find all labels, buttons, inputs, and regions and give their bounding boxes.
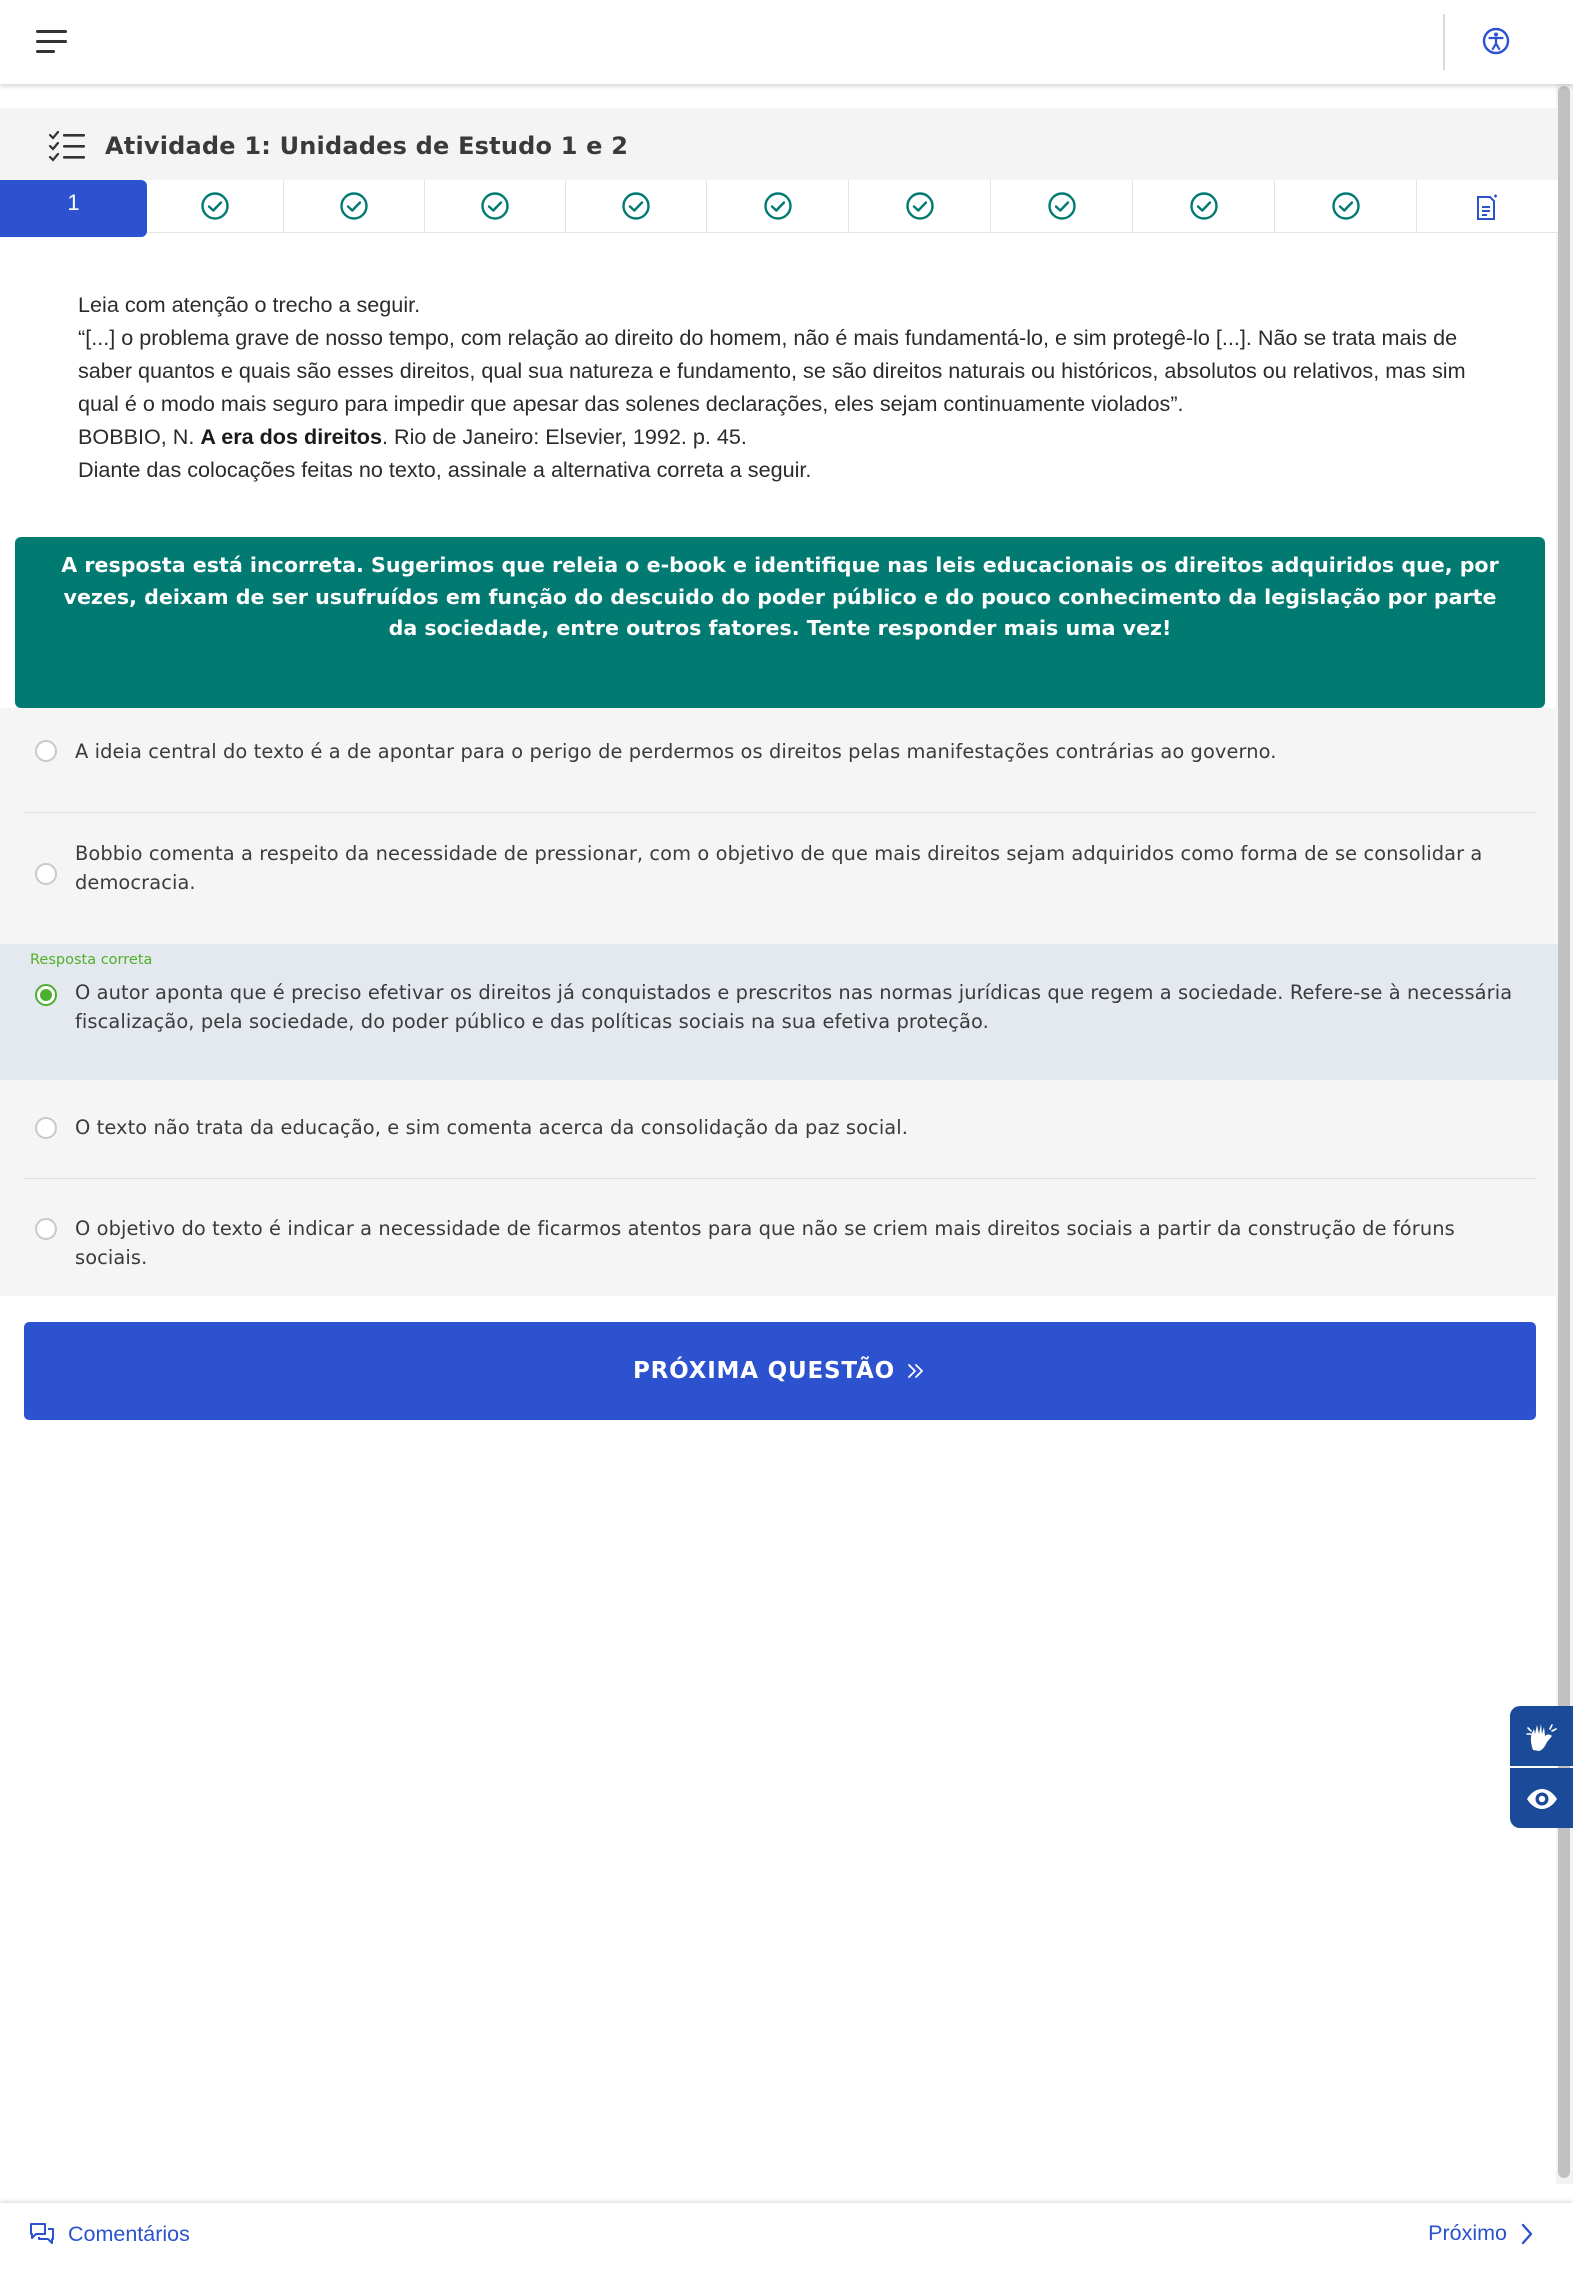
scrollbar-thumb[interactable] (1558, 86, 1570, 2178)
answer-option-text: Bobbio comenta a respeito da necessidade de pressionar, com o objetivo de que mais direitos sejam adquiridos como forma de se consolidar a democracia. (75, 842, 1483, 894)
review-tab[interactable] (1417, 180, 1558, 232)
top-bar (0, 0, 1573, 84)
question-tab-3[interactable] (283, 180, 425, 232)
check-circle-icon (200, 191, 230, 221)
eye-icon (1525, 1782, 1559, 1816)
statement-reference (78, 420, 1483, 453)
question-navigation (0, 180, 1558, 233)
radio-unselected[interactable] (35, 1218, 57, 1240)
sign-language-hands-icon (1525, 1720, 1559, 1754)
answer-option-text: A ideia central do texto é a de apontar para o perigo de perdermos os direitos pelas manifestações contrárias ao governo. (75, 740, 1277, 763)
check-circle-icon (905, 191, 935, 221)
answer-option-5[interactable] (0, 1179, 1558, 1296)
check-circle-icon (621, 191, 651, 221)
activity-title: Atividade 1: Unidades de Estudo 1 e 2 (105, 132, 629, 160)
reference-author: BOBBIO, N. (78, 424, 201, 449)
answer-option-3[interactable] (0, 944, 1558, 1080)
next-link[interactable] (1428, 2221, 1535, 2246)
question-tab-2[interactable] (147, 180, 284, 232)
correct-answer-label: Resposta correta (30, 952, 153, 968)
statement-instruction: Diante das colocações feitas no texto, assinale a alternativa correta a seguir. (78, 457, 812, 482)
hamburger-menu-icon[interactable] (36, 28, 72, 56)
chevron-right-icon (1519, 2222, 1535, 2246)
radio-unselected[interactable] (35, 740, 57, 762)
comments-label: Comentários (68, 2221, 190, 2246)
double-chevron-right-icon (905, 1360, 927, 1382)
question-tab-4[interactable] (424, 180, 566, 232)
radio-selected[interactable] (35, 984, 57, 1006)
answer-option-1[interactable] (0, 708, 1558, 812)
answer-option-text: O autor aponta que é preciso efetivar os direitos já conquistados e prescritos nas normas jurídicas que regem a sociedade. Refere-se à necessária fiscalização, pela sociedade, do poder público e das políticas sociais na sua efetiva proteção. (75, 981, 1513, 1033)
topbar-divider (1443, 14, 1445, 70)
question-tab-5[interactable] (565, 180, 707, 232)
answer-option-4[interactable] (0, 1080, 1558, 1184)
reference-details: . Rio de Janeiro: Elsevier, 1992. p. 45. (382, 424, 747, 449)
question-tab-1[interactable] (0, 180, 147, 237)
question-tab-1-label: 1 (67, 190, 80, 215)
question-tab-9[interactable] (1133, 180, 1275, 232)
next-question-button[interactable] (24, 1322, 1536, 1420)
feedback-banner: A resposta está incorreta. Sugerimos que releia o e-book e identifique nas leis educacionais os direitos adquiridos que, por vezes, deixam de ser usufruídos em função do descuido do poder público e do pouco conhecimento da legislação por parte da sociedade, entre outros fatores. Tente responder mais uma vez! (15, 537, 1545, 708)
answer-options (0, 708, 1558, 1296)
check-circle-icon (1047, 191, 1077, 221)
question-statement (78, 288, 1483, 486)
footer-bar (0, 2203, 1573, 2269)
question-tab-6[interactable] (707, 180, 849, 232)
chat-bubbles-icon (28, 2221, 56, 2247)
statement-quote: “[...] o problema grave de nosso tempo, com relação ao direito do homem, não é mais fundamentá-lo, e sim protegê-lo [...]. Não se trata mais de saber quantos e quais são esses direitos, qual sua natureza e fundamento, se são direitos naturais ou históricos, absolutos ou relativos, mas sim qual é o modo mais seguro para impedir que apesar das solenes declarações, eles sejam continuamente violados”. (78, 325, 1466, 416)
check-circle-icon (339, 191, 369, 221)
next-label: Próximo (1428, 2221, 1507, 2245)
check-circle-icon (1331, 191, 1361, 221)
accessibility-icon[interactable] (1479, 24, 1513, 58)
next-question-label: PRÓXIMA QUESTÃO (632, 1358, 896, 1384)
question-tab-10[interactable] (1275, 180, 1417, 232)
check-circle-icon (480, 191, 510, 221)
answer-option-2[interactable] (0, 813, 1558, 949)
answer-option-text: O texto não trata da educação, e sim comenta acerca da consolidação da paz social. (75, 1116, 909, 1139)
radio-unselected[interactable] (35, 1117, 57, 1139)
answer-option-text: O objetivo do texto é indicar a necessidade de ficarmos atentos para que não se criem mais direitos sociais a partir da construção de fóruns sociais. (75, 1217, 1455, 1269)
radio-unselected[interactable] (35, 863, 57, 885)
reference-title: A era dos direitos (200, 424, 383, 449)
review-document-icon (1475, 194, 1501, 222)
visual-accessibility-widget[interactable] (1510, 1768, 1573, 1828)
check-circle-icon (763, 191, 793, 221)
question-tab-8[interactable] (991, 180, 1133, 232)
checklist-icon (48, 130, 88, 164)
statement-intro: Leia com atenção o trecho a seguir. (78, 292, 421, 317)
comments-link[interactable] (28, 2221, 190, 2247)
check-circle-icon (1189, 191, 1219, 221)
sign-language-widget[interactable] (1510, 1706, 1573, 1766)
question-tab-7[interactable] (849, 180, 991, 232)
